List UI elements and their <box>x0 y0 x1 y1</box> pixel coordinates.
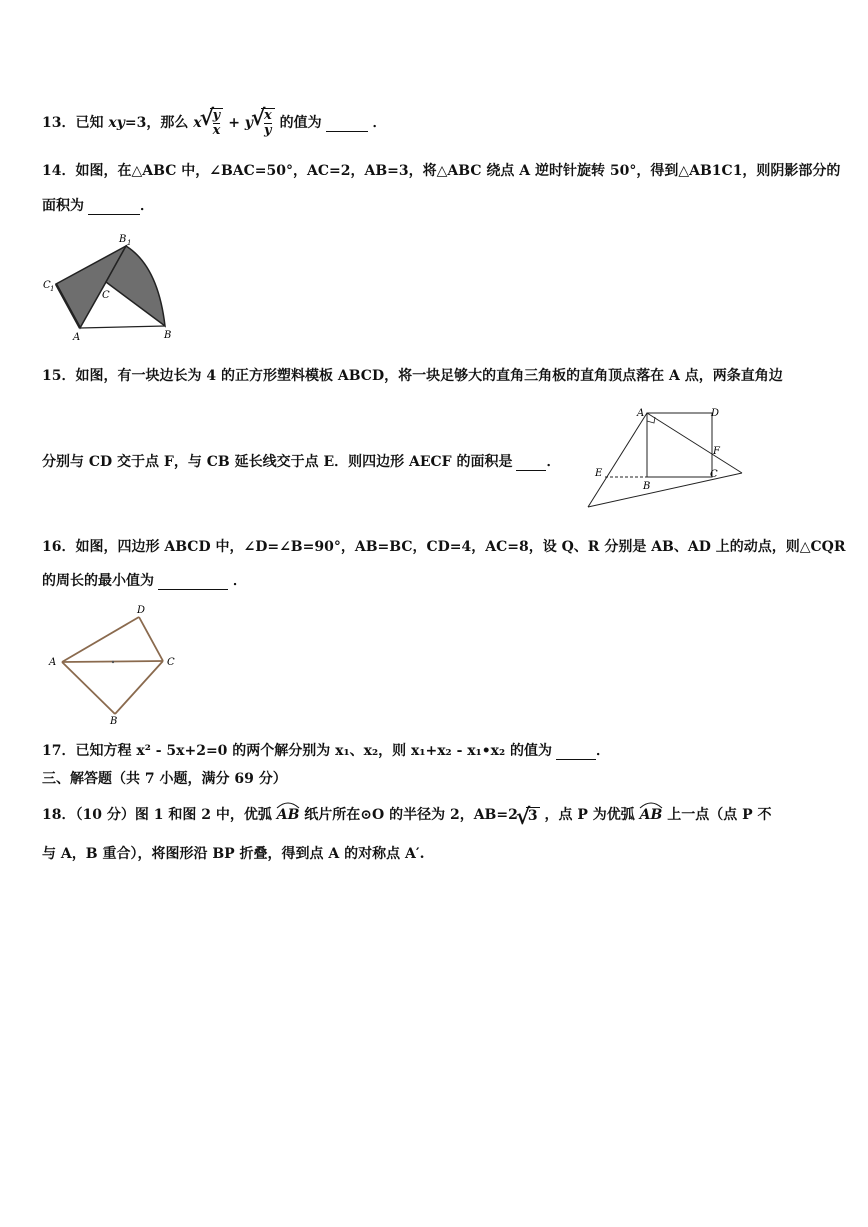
q18-sqrt: √ 3 <box>526 807 540 824</box>
q18-part3: ，点 P 为优弧 <box>544 807 635 823</box>
q16-label-C: C <box>167 657 175 668</box>
question-14-line-1: 14．如图，在△ABC 中，∠BAC=50°，AC=2，AB=3，将△ABC 绕点 A 逆时针旋转 50°，得到△AB1C1，则阴影部分的 <box>42 163 841 179</box>
question-14-line-2 <box>42 195 154 215</box>
q16-label-A: A <box>49 657 57 668</box>
q17-end: ． <box>596 743 611 759</box>
q16-line-AB <box>62 662 115 714</box>
q16-answer-blank[interactable] <box>158 573 228 590</box>
q13-x: x <box>193 115 202 131</box>
question-15-line-1: 15．如图，有一块边长为 4 的正方形塑料模板 ABCD，将一块足够大的直角三角板的直角顶点落在 A 点，两条直角边 <box>42 368 783 384</box>
q15-answer-blank[interactable] <box>516 454 546 471</box>
q18-part4: 上一点（点 P 不 <box>667 807 772 823</box>
question-17 <box>42 740 610 760</box>
q16-line-DC <box>139 617 163 661</box>
q16-line-AD <box>62 617 139 662</box>
question-13: 13．已知 xy=3，那么 x √ $\frac{y}{x}$ + y √ $\frac{x}{y}$ 的值为 ． <box>42 108 386 138</box>
q13-prefix: 13．已知 <box>42 115 109 131</box>
q13-y: y <box>239 115 253 131</box>
q16-label-B: B <box>110 716 118 727</box>
q14-answer-blank[interactable] <box>88 198 140 215</box>
q13-sqrt-1: √ $\frac{y}{x}$ <box>210 108 224 138</box>
q15-line2-text: 分别与 CD 交于点 F，与 CB 延长线交于点 E．则四边形 AECF 的面积是 <box>42 454 513 470</box>
q14-label-C1: C <box>43 280 51 291</box>
q14-label-C1-sub: 1 <box>50 285 55 293</box>
section-title: 三、解答题（共 7 小题，满分 69 分） <box>42 771 287 787</box>
q16-line2-text: 的周长的最小值为 <box>42 573 154 589</box>
q16-line-BC <box>115 661 163 714</box>
q15-line-AE <box>588 413 647 507</box>
q13-cond: xy <box>108 115 125 131</box>
q13-sqrt-2: √ $\frac{x}{y}$ <box>261 108 275 138</box>
q14-line-AB <box>80 326 165 328</box>
q15-square-ABCD <box>647 413 712 477</box>
q16-figure <box>42 602 192 727</box>
q13-end: ． <box>367 115 387 131</box>
q16-midpoint-dot <box>112 661 114 663</box>
q14-figure <box>40 232 180 344</box>
q18-part2: 纸片所在⊙O 的半径为 2，AB=2 <box>304 807 518 823</box>
q13-cond-val: =3，那么 <box>124 115 194 131</box>
q15-label-D: D <box>711 408 720 419</box>
q14-label-B: B <box>164 330 172 341</box>
q14-label-B1-sub: 1 <box>127 239 132 247</box>
question-18-line-1 <box>42 803 772 824</box>
q15-label-A: A <box>637 408 645 419</box>
question-16-line-1: 16．如图，四边形 ABCD 中，∠D=∠B=90°，AB=BC，CD=4，AC=8，设 Q、R 分别是 AB、AD 上的动点，则△CQR <box>42 539 846 555</box>
q17-text: 17．已知方程 x² - 5x+2=0 的两个解分别为 x₁、x₂，则 x₁+x₂ - x₁•x₂ 的值为 <box>42 743 553 759</box>
q15-label-C: C <box>710 469 718 480</box>
q13-suffix: 的值为 <box>279 115 322 131</box>
q16-label-D: D <box>137 605 146 616</box>
question-15-line-2 <box>42 451 560 471</box>
q15-line-AF <box>647 413 742 473</box>
q15-right-angle-mark <box>647 417 655 423</box>
question-16-line-2 <box>42 570 247 590</box>
q18-arc-AB: AB <box>277 803 300 823</box>
q18-arc-AB-2: AB <box>640 803 663 823</box>
q14-label-C: C <box>102 290 110 301</box>
q13-answer-blank[interactable] <box>326 115 368 132</box>
q18-part1: 18．（10 分）图 1 和图 2 中，优弧 <box>42 807 272 823</box>
q14-line2-text: 面积为 <box>42 198 84 214</box>
q15-end: ． <box>546 454 561 470</box>
q14-label-A: A <box>73 332 81 343</box>
q15-line-E-right <box>588 473 742 507</box>
q15-figure <box>585 405 750 513</box>
question-18-line-2: 与 A，B 重合），将图形沿 BP 折叠，得到点 A 的对称点 A′. <box>42 846 425 862</box>
q14-end: ． <box>140 198 154 214</box>
q15-label-F: F <box>713 446 720 457</box>
q14-label-B1: B <box>119 234 127 245</box>
q17-answer-blank[interactable] <box>556 743 596 760</box>
q15-label-E: E <box>595 468 603 479</box>
q16-end: ． <box>228 573 247 589</box>
q15-label-B: B <box>643 481 651 492</box>
